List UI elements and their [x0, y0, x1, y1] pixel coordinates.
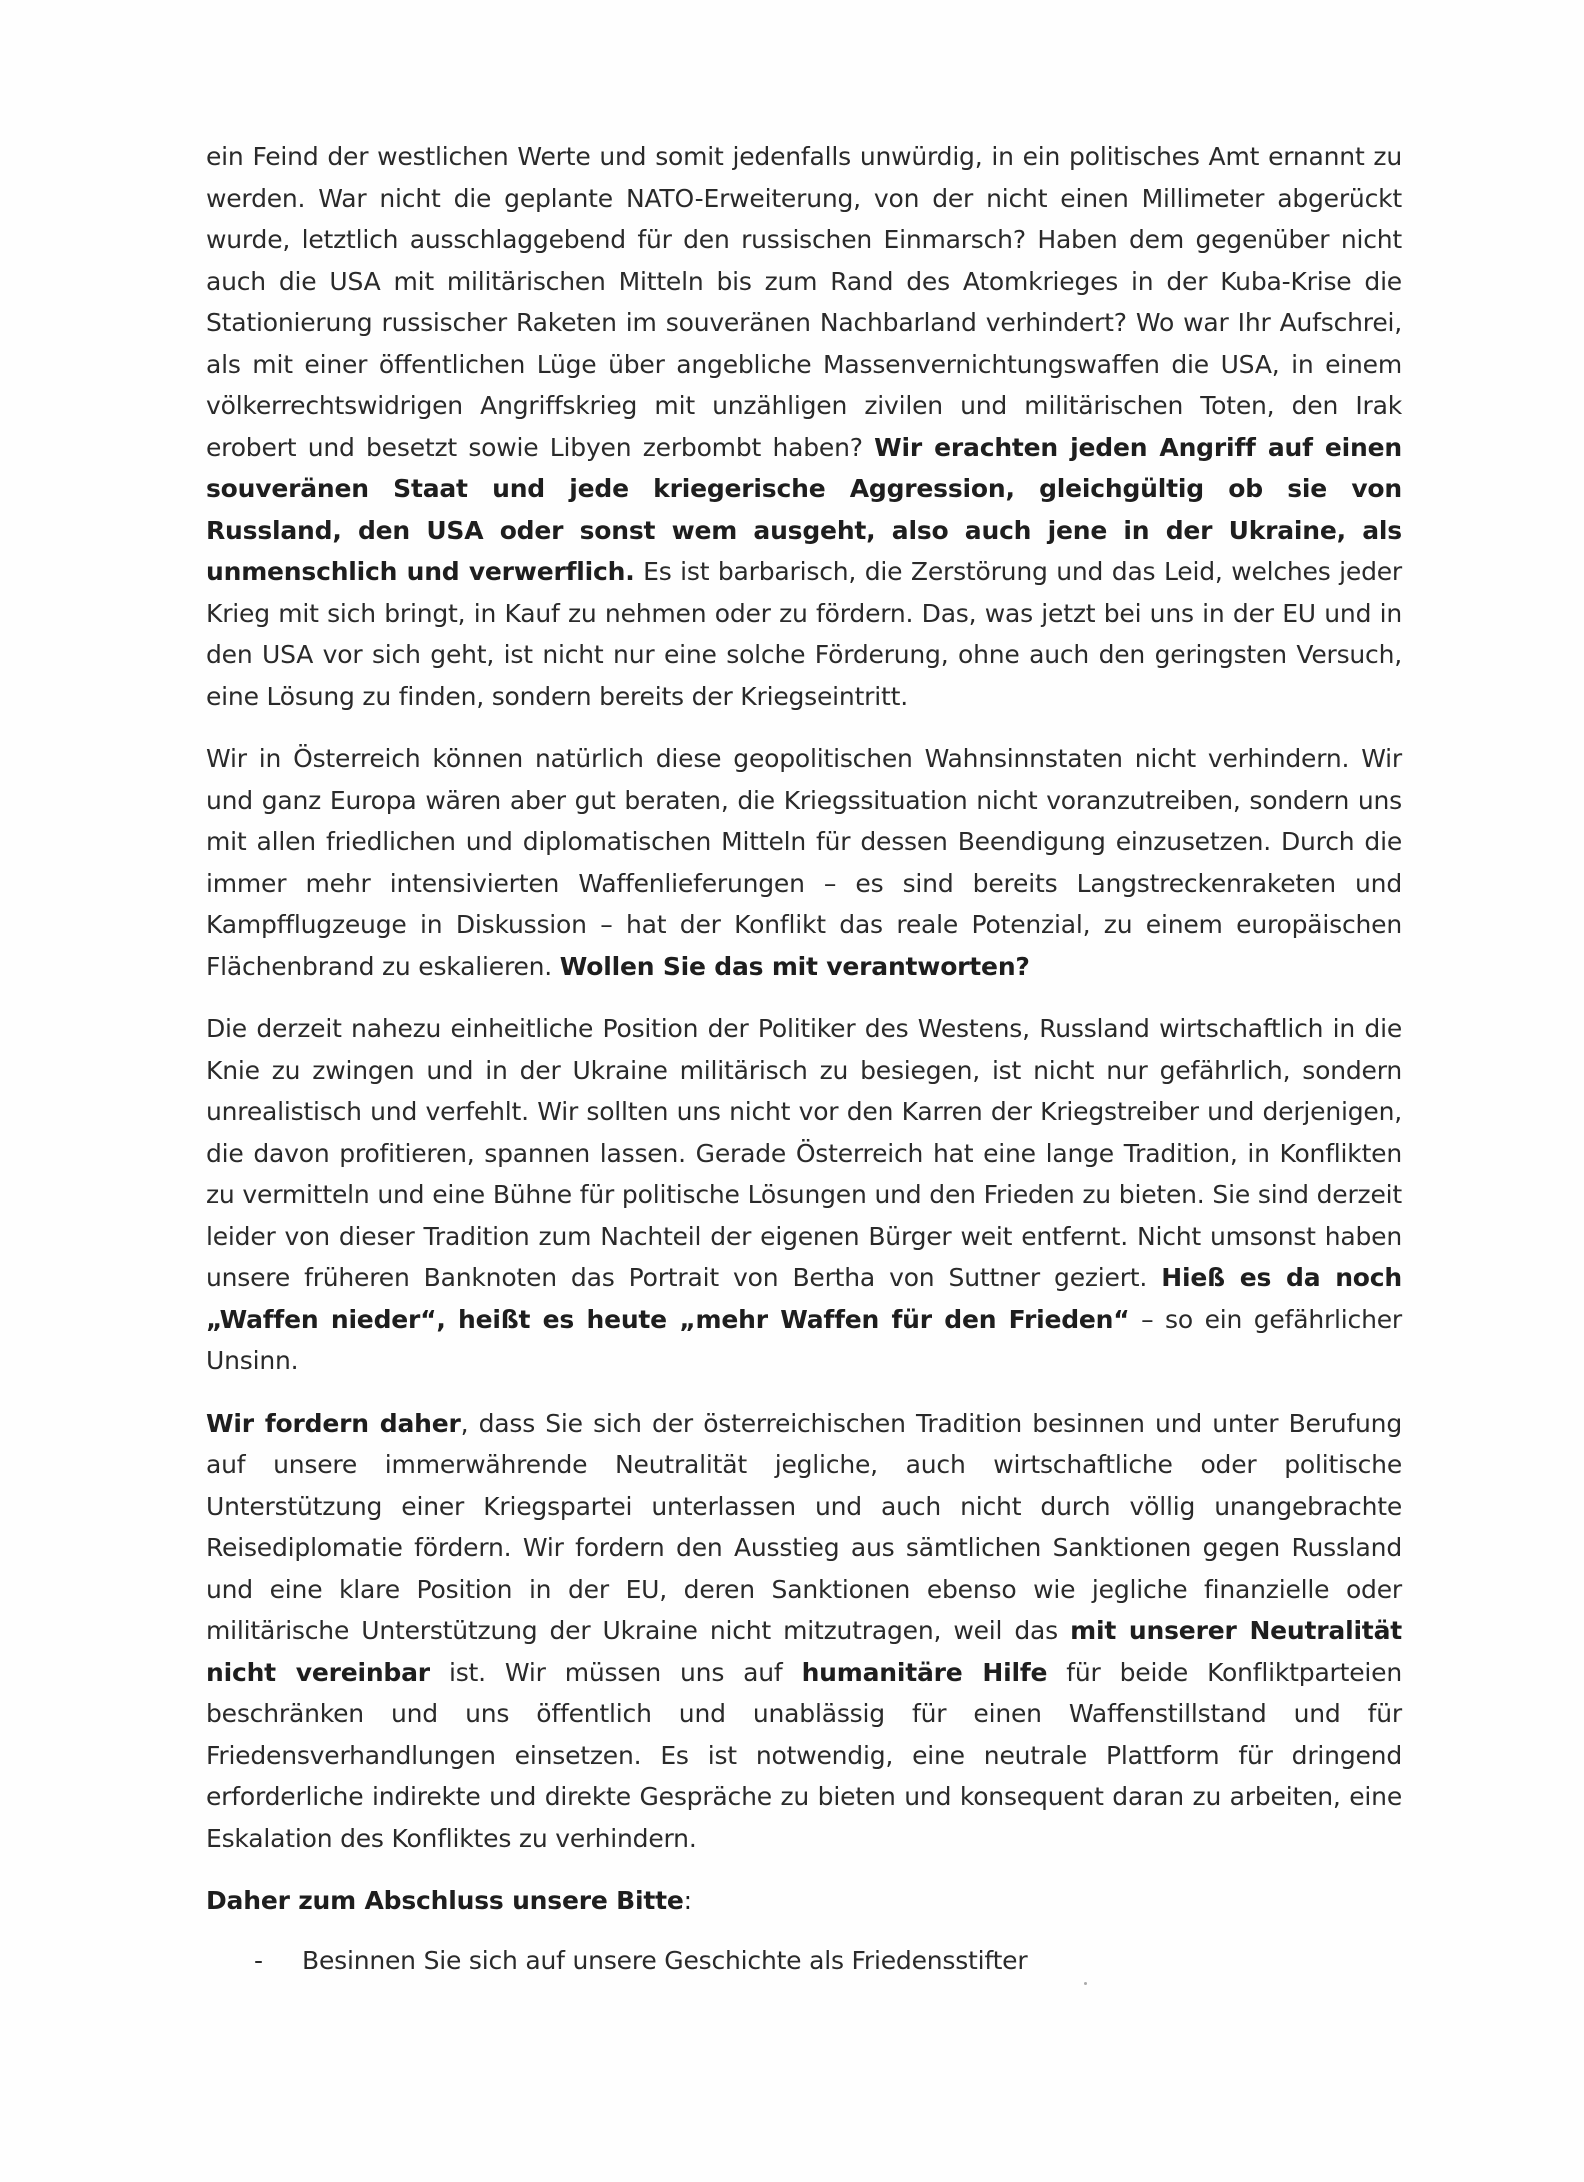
body-paragraph: [206, 1403, 1402, 1860]
text-run: ist. Wir müssen uns auf: [429, 1657, 802, 1687]
list-item: [206, 1940, 1402, 1982]
body-paragraph: [206, 1008, 1402, 1382]
text-run: ein Feind der westlichen Werte und somit jedenfalls unwürdig, in ein politisches Amt ernannt zu werden. War nicht die geplante NATO-Erweiterung, von der nicht einen Millimeter abgerückt wurde, letztlich ausschlaggebend für den russischen Einmarsch? Haben dem gegenüber nicht auch die USA mit militärischen Mitteln bis zum Rand des Atomkrieges in der Kuba-Krise die Stationierung russischer Raketen im souveränen Nachbarland verhindert? Wo war Ihr Aufschrei, als mit einer öffentlichen Lüge über angebliche Massenvernichtungswaffen die USA, in einem völkerrechtswidrigen Angriffskrieg mit unzähligen zivilen und militärischen Toten, den Irak erobert und besetzt sowie Libyen zerbombt haben?: [206, 142, 1402, 462]
request-list: [206, 1940, 1402, 1982]
text-run: für beide Konfliktparteien beschränken und uns öffentlich und unablässig für einen Waffenstillstand und für Friedensverhandlungen einsetzen. Es ist notwendig, eine neutrale Plattform für dringend erforderliche indirekte und direkte Gespräche zu bieten und konsequent daran zu arbeiten, eine Eskalation des Konfliktes zu verhindern.: [206, 1657, 1402, 1853]
scan-speck: [1084, 1982, 1087, 1985]
letter-body: [206, 136, 1402, 1981]
text-run: Die derzeit nahezu einheitliche Position der Politiker des Westens, Russland wirtschaftlich in die Knie zu zwingen und in der Ukraine militärisch zu besiegen, ist nicht nur gefährlich, sondern unrealistisch und verfehlt. Wir sollten uns nicht vor den Karren der Kriegstreiber und derjenigen, die davon profitieren, spannen lassen. Gerade Österreich hat eine lange Tradition, in Konflikten zu vermitteln und eine Bühne für politische Lösungen und den Frieden zu bieten. Sie sind derzeit leider von dieser Tradition zum Nachteil der eigenen Bürger weit entfernt. Nicht umsonst haben unsere früheren Banknoten das Portrait von Bertha von Suttner geziert.: [206, 1014, 1402, 1292]
paragraphs: [206, 136, 1402, 1859]
bold-text: humanitäre Hilfe: [801, 1657, 1048, 1687]
bold-text: Wollen Sie das mit verantworten?: [559, 951, 1030, 981]
closing-heading: [206, 1880, 1402, 1922]
list-dash: -: [254, 1945, 263, 1975]
list-item-text: Besinnen Sie sich auf unsere Geschichte als Friedensstifter: [302, 1945, 1028, 1975]
text-run: – so ein gefährlicher Unsinn.: [206, 1304, 1402, 1375]
body-paragraph: [206, 136, 1402, 717]
bold-text: Wir erachten jeden Angriff auf einen souveränen Staat und jede kriegerische Aggression, gleichgültig ob sie von Russland, den USA oder sonst wem ausgeht, also auch jene in der Ukraine, als unmenschlich und verwerflich.: [206, 432, 1402, 586]
text-run: Wir in Österreich können natürlich diese geopolitischen Wahnsinnstaten nicht verhindern. Wir und ganz Europa wären aber gut beraten, die Kriegssituation nicht voranzutreiben, sondern uns mit allen friedlichen und diplomatischen Mitteln für dessen Beendigung einzusetzen. Durch die immer mehr intensivierten Waffenlieferungen – es sind bereits Langstreckenraketen und Kampfflugzeuge in Diskussion – hat der Konflikt das reale Potenzial, zu einem europäischen Flächenbrand zu eskalieren.: [206, 744, 1402, 981]
body-paragraph: [206, 738, 1402, 987]
text-run: , dass Sie sich der österreichischen Tradition besinnen und unter Berufung auf unsere immerwährende Neutralität jegliche, auch wirtschaftliche oder politische Unterstützung einer Kriegspartei unterlassen und auch nicht durch völlig unangebrachte Reisediplomatie fördern. Wir fordern den Ausstieg aus sämtlichen Sanktionen gegen Russland und eine klare Position in der EU, deren Sanktionen ebenso wie jegliche finanzielle oder militärische Unterstützung der Ukraine nicht mitzutragen, weil das: [206, 1408, 1402, 1645]
bold-text: Hieß es da noch „Waffen nieder“, heißt es heute „mehr Waffen für den Frieden“: [206, 1263, 1402, 1334]
closing-heading-colon: :: [683, 1886, 692, 1915]
closing-heading-text: Daher zum Abschluss unsere Bitte: [206, 1886, 684, 1915]
text-run: Es ist barbarisch, die Zerstörung und das Leid, welches jeder Krieg mit sich bringt, in Kauf zu nehmen oder zu fördern. Das, was jetzt bei uns in der EU und in den USA vor sich geht, ist nicht nur eine solche Förderung, ohne auch den geringsten Versuch, eine Lösung zu finden, sondern bereits der Kriegseintritt.: [206, 557, 1403, 711]
bold-text: Wir fordern daher: [206, 1408, 461, 1438]
bold-text: mit unserer Neutralität nicht vereinbar: [206, 1616, 1402, 1687]
